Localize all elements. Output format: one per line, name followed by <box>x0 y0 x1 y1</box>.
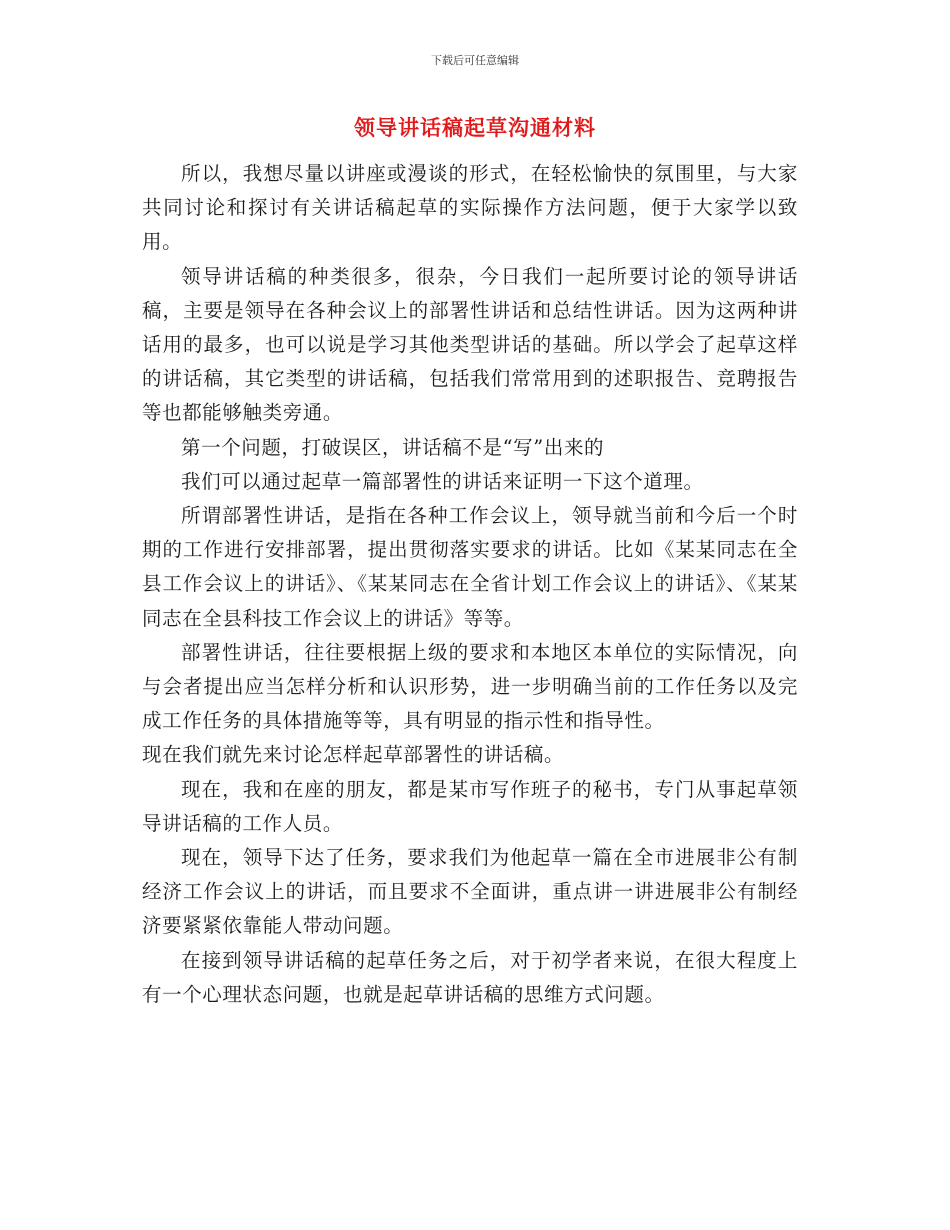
paragraph: 第一个问题，打破误区，讲话稿不是“写”出来的 <box>181 435 605 459</box>
paragraph: 我们可以通过起草一篇部署性的讲话来证明一下这个道理。 <box>181 469 704 493</box>
paragraph: 现在，我和在座的朋友，都是某市写作班子的秘书，专门从事起草领导讲话稿的工作人员。 <box>142 777 798 835</box>
document-body <box>142 157 798 1012</box>
paragraph: 所以，我想尽量以讲座或漫谈的形式，在轻松愉快的氛围里，与大家共同讨论和探讨有关讲话稿起草的实际操作方法问题，便于大家学以致用。 <box>142 162 798 254</box>
paragraph: 领导讲话稿的种类很多，很杂，今日我们一起所要讨论的领导讲话稿，主要是领导在各种会议上的部署性讲话和总结性讲话。因为这两种讲话用的最多，也可以说是学习其他类型讲话的基础。所以学会了起草这样的讲话稿，其它类型的讲话稿，包括我们常常用到的述职报告、竞聘报告等也都能够触类旁通。 <box>142 264 798 425</box>
paragraph: 部署性讲话，往往要根据上级的要求和本地区本单位的实际情况，向与会者提出应当怎样分析和认识形势，进一步明确当前的工作任务以及完成工作任务的具体措施等等，具有明显的指示性和指导性。 <box>142 640 798 733</box>
document-title: 领导讲话稿起草沟通材料 <box>354 116 596 140</box>
header-note: 下载后可任意编辑 <box>431 54 519 67</box>
paragraph: 现在，领导下达了任务，要求我们为他起草一篇在全市进展非公有制经济工作会议上的讲话，而且要求不全面讲，重点讲一讲进展非公有制经济要紧紧依靠能人带动问题。 <box>142 846 798 938</box>
paragraph: 所谓部署性讲话，是指在各种工作会议上，领导就当前和今后一个时期的工作进行安排部署，提出贯彻落实要求的讲话。比如《某某同志在全县工作会议上的讲话》、《某某同志在全省计划工作会议上的讲话》、《某某同志在全县科技工作会议上的讲话》等等。 <box>142 504 798 630</box>
paragraph: 在接到领导讲话稿的起草任务之后，对于初学者来说，在很大程度上有一个心理状态问题，也就是起草讲话稿的思维方式问题。 <box>142 948 798 1006</box>
paragraph: 现在我们就先来讨论怎样起草部署性的讲话稿。 <box>142 743 565 767</box>
